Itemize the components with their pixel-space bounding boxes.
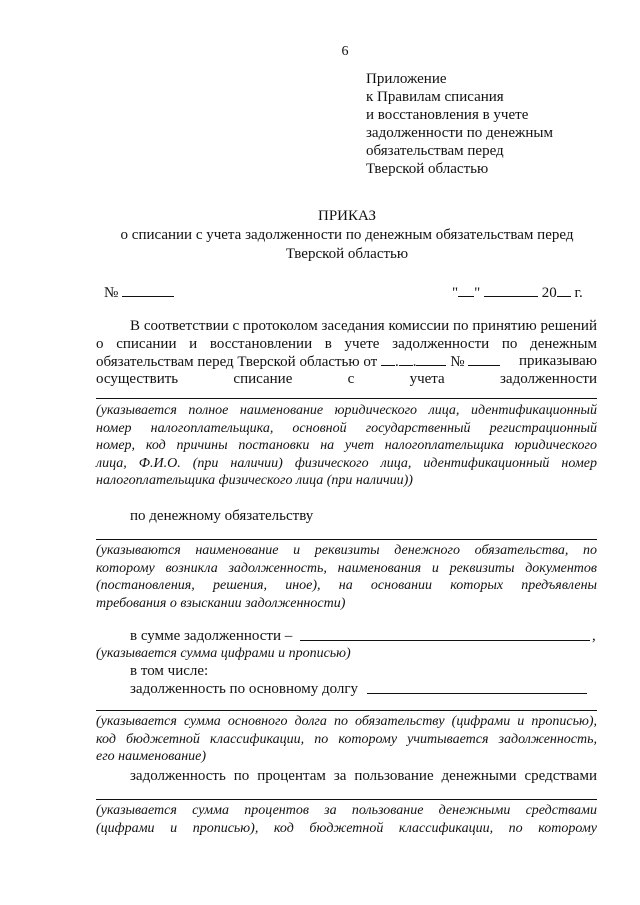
note-principal (96, 713, 597, 766)
appendix-line: Тверской областью (366, 161, 489, 177)
interest-label: задолженность по процентам за пользование денежными средствами (130, 768, 597, 784)
note-line: (указывается сумма процентов за пользование денежными средствами (96, 803, 597, 818)
document-subtitle-line2: Тверской областью (285, 246, 409, 262)
protocol-number-label: № (450, 354, 465, 370)
para1-word: задолженности (499, 371, 597, 387)
note-line: его наименование) (96, 749, 207, 765)
appendix-line: к Правилам списания (366, 89, 504, 105)
note-line: (постановления, решения, иное), на основании которых предъявлены (96, 578, 597, 594)
principal-label: задолженность по основному долгу (130, 681, 359, 697)
obligation-label: по денежному обязательству (130, 508, 314, 524)
date-quote-open: " (452, 285, 459, 301)
order-number-field (104, 283, 174, 302)
appendix-line: Приложение (366, 71, 447, 87)
number-blank (122, 283, 174, 297)
note-line: (указывается полное наименование юридического лица, идентификационный (96, 403, 597, 418)
note-line: номер налогоплательщика, основной государственный регистрационный (96, 420, 597, 436)
para1-line2: о списании и восстановлении в учете задолженности по денежным (96, 336, 597, 352)
para1-line3: обязательствам перед Тверской областью от . . № приказываю (96, 353, 597, 370)
note-entity (96, 402, 597, 490)
note-line: код бюджетной классификации, по которому учитывается задолженность, (96, 731, 597, 747)
principal-blank-line (367, 693, 587, 694)
para1-line1: В соответствии с протоколом заседания комиссии по принятию решений (130, 318, 597, 334)
appendix-block (366, 70, 553, 178)
note-line: (цифрами и прописью), код бюджетной классификации, по которому (96, 820, 597, 836)
year-suffix: г. (574, 285, 583, 301)
para1-word: списание (233, 371, 293, 387)
appendix-line: обязательствам перед (366, 143, 504, 159)
sum-comma: , (592, 628, 596, 644)
note-line: лица, Ф.И.О. (при наличии) физического лица, идентификационный номер (96, 455, 597, 471)
year-prefix: 20 (541, 285, 557, 301)
note-line: налогоплательщика физического лица (при наличии)) (96, 473, 413, 489)
note-line: (указывается сумма основного долга по обязательству (цифрами и прописью), (96, 714, 597, 729)
including-label: в том числе: (130, 663, 209, 679)
appendix-line: и восстановления в учете (366, 107, 529, 123)
principal-blank-line-2 (96, 710, 597, 711)
day-blank (458, 283, 474, 297)
document-title: ПРИКАЗ (318, 208, 376, 224)
year-blank (557, 283, 571, 297)
entity-blank-line (96, 398, 597, 399)
document-subtitle-line1: о списании с учета задолженности по денежным обязательствам перед (120, 227, 574, 243)
page-number: 6 (341, 44, 349, 59)
para1-line3-order: приказываю (518, 353, 597, 369)
note-line: которому возникла задолженность, наименования и реквизиты документов (96, 560, 597, 576)
note-sum: (указывается сумма цифрами и прописью) (96, 646, 351, 661)
date-month-blank (399, 352, 413, 366)
note-line: (указываются наименование и реквизиты денежного обязательства, по (96, 543, 597, 558)
para1-word: осуществить (96, 371, 179, 387)
sum-label: в сумме задолженности – (130, 628, 293, 644)
date-day-blank (381, 352, 395, 366)
para1-line3-text: обязательствам перед Тверской областью от (96, 354, 378, 370)
note-interest (96, 802, 597, 837)
protocol-number-blank (468, 352, 500, 366)
interest-blank-line (96, 799, 597, 800)
date-field (452, 283, 583, 302)
appendix-line: задолженности по денежным (366, 125, 553, 141)
month-blank (484, 283, 538, 297)
date-year-blank (416, 352, 446, 366)
sum-blank-line (300, 640, 590, 641)
note-obligation (96, 542, 597, 612)
para1-word: с (347, 371, 355, 387)
number-label: № (104, 285, 119, 301)
para1-line4 (96, 370, 597, 388)
para1-word: учета (409, 371, 445, 387)
note-line: требования о взыскании задолженности) (96, 595, 346, 611)
note-line: номер, код причины постановки на учет налогоплательщика юридического (96, 438, 597, 454)
obligation-blank-line (96, 539, 597, 540)
date-quote-close: " (474, 285, 481, 301)
